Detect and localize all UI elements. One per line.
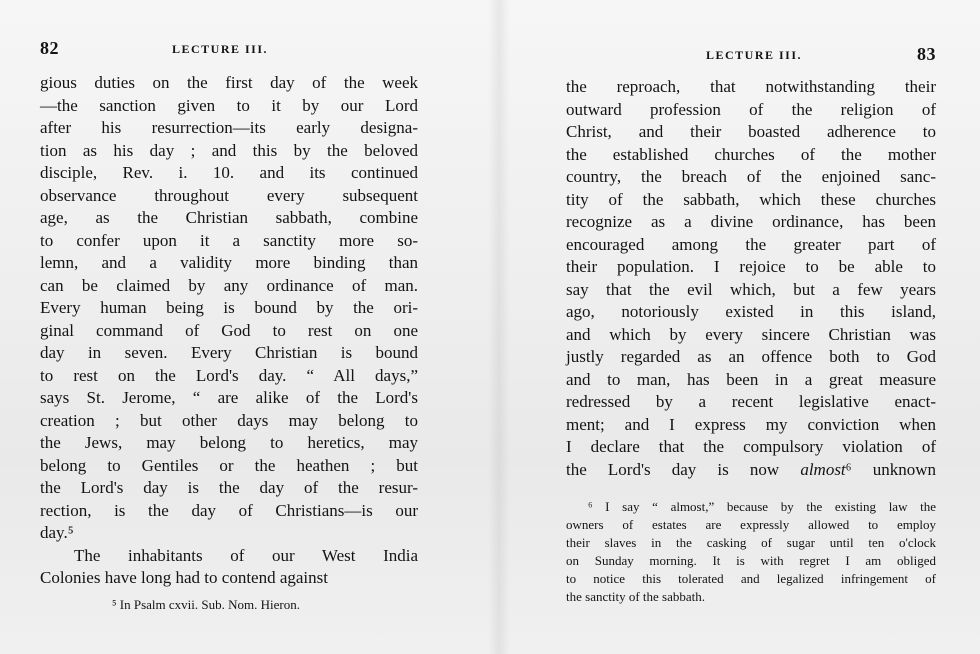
line-text: the Lord's day is now bbox=[566, 459, 801, 479]
text-line-with-italic bbox=[566, 459, 936, 482]
text-line: tion as his day ; and this by the beloved bbox=[40, 140, 418, 160]
line-text: unknown bbox=[851, 459, 937, 479]
text-line: tity of the sabbath, which these churches bbox=[566, 189, 936, 209]
text-line: disciple, Rev. i. 10. and its continued bbox=[40, 163, 418, 182]
footnote-marker: ⁶ bbox=[845, 459, 852, 479]
text-line: I declare that the compulsory violation of bbox=[566, 437, 936, 456]
text-line: lemn, and a validity more binding than bbox=[40, 253, 418, 272]
text-line: the reproach, that notwithstanding their bbox=[566, 77, 936, 96]
right-footnote bbox=[566, 498, 936, 606]
footnote-line: on Sunday morning. It is with regret I am obliged bbox=[566, 553, 936, 568]
footnote-line: to notice this tolerated and legalized infringement of bbox=[566, 571, 936, 586]
text-line: after his resurrection—its early designa- bbox=[40, 118, 418, 137]
text-line: rection, is the day of Christians—is our bbox=[40, 500, 418, 520]
right-page-body bbox=[566, 76, 936, 481]
text-line: ginal command of God to rest on one bbox=[40, 320, 418, 340]
text-line: recognize as a divine ordinance, has been bbox=[566, 212, 936, 231]
text-line: to rest on the Lord's day. “ All days,” bbox=[40, 365, 418, 385]
text-line: day in seven. Every Christian is bound bbox=[40, 343, 418, 362]
text-line: Christ, and their boasted adherence to bbox=[566, 122, 936, 141]
text-line: belong to Gentiles or the heathen ; but bbox=[40, 455, 418, 475]
running-head: LECTURE III. bbox=[172, 42, 269, 56]
text-line: Colonies have long had to contend against bbox=[40, 568, 328, 587]
text-line: and which by every sincere Christian was bbox=[566, 324, 936, 344]
text-line: day.⁵ bbox=[40, 523, 74, 542]
text-line: ago, notoriously existed in this island, bbox=[566, 302, 936, 321]
footnote-line: the sanctity of the sabbath. bbox=[566, 589, 705, 604]
right-page-header bbox=[566, 38, 936, 62]
text-line: —the sanction given to it by our Lord bbox=[40, 95, 418, 115]
running-head: LECTURE III. bbox=[706, 48, 803, 62]
page-number: 82 bbox=[40, 38, 59, 58]
text-line: encouraged among the greater part of bbox=[566, 234, 936, 254]
text-line: the Jews, may belong to heretics, may bbox=[40, 433, 418, 452]
text-line: their population. I rejoice to be able to bbox=[566, 257, 936, 276]
footnote-line: ⁶ I say “ almost,” because by the existing law the bbox=[588, 499, 936, 514]
text-line: outward profession of the religion of bbox=[566, 99, 936, 119]
text-line: country, the breach of the enjoined sanc- bbox=[566, 167, 936, 186]
text-line: Every human being is bound by the ori- bbox=[40, 298, 418, 317]
text-line: justly regarded as an offence both to God bbox=[566, 347, 936, 366]
text-line: age, as the Christian sabbath, combine bbox=[40, 208, 418, 227]
page-number: 83 bbox=[917, 44, 936, 64]
text-line: says St. Jerome, “ are alike of the Lord's bbox=[40, 388, 418, 407]
text-line: and to man, has been in a great measure bbox=[566, 369, 936, 389]
text-line: the established churches of the mother bbox=[566, 144, 936, 164]
left-page-header bbox=[40, 38, 418, 62]
text-line: creation ; but other days may belong to bbox=[40, 410, 418, 430]
right-page bbox=[566, 0, 936, 654]
text-line: gious duties on the first day of the week bbox=[40, 73, 418, 92]
footnote-line: owners of estates are expressly allowed to employ bbox=[566, 517, 936, 532]
left-footnote bbox=[40, 596, 418, 614]
text-line: The inhabitants of our West India bbox=[74, 545, 418, 565]
text-line: redressed by a recent legislative enact- bbox=[566, 392, 936, 411]
text-line: to confer upon it a sanctity more so- bbox=[40, 230, 418, 250]
text-line: observance throughout every subsequent bbox=[40, 185, 418, 205]
footnote-line: ⁵ In Psalm cxvii. Sub. Nom. Hieron. bbox=[112, 597, 300, 612]
book-gutter bbox=[488, 0, 510, 654]
text-line: the Lord's day is the day of the resur- bbox=[40, 478, 418, 497]
text-line: ment; and I express my conviction when bbox=[566, 414, 936, 434]
italic-word: almost bbox=[800, 459, 846, 479]
text-line: can be claimed by any ordinance of man. bbox=[40, 275, 418, 295]
left-page-body bbox=[40, 72, 418, 590]
footnote-line: their slaves in the casking of sugar until ten o'clock bbox=[566, 535, 936, 550]
left-page bbox=[40, 0, 418, 654]
text-line: say that the evil which, but a few years bbox=[566, 279, 936, 299]
